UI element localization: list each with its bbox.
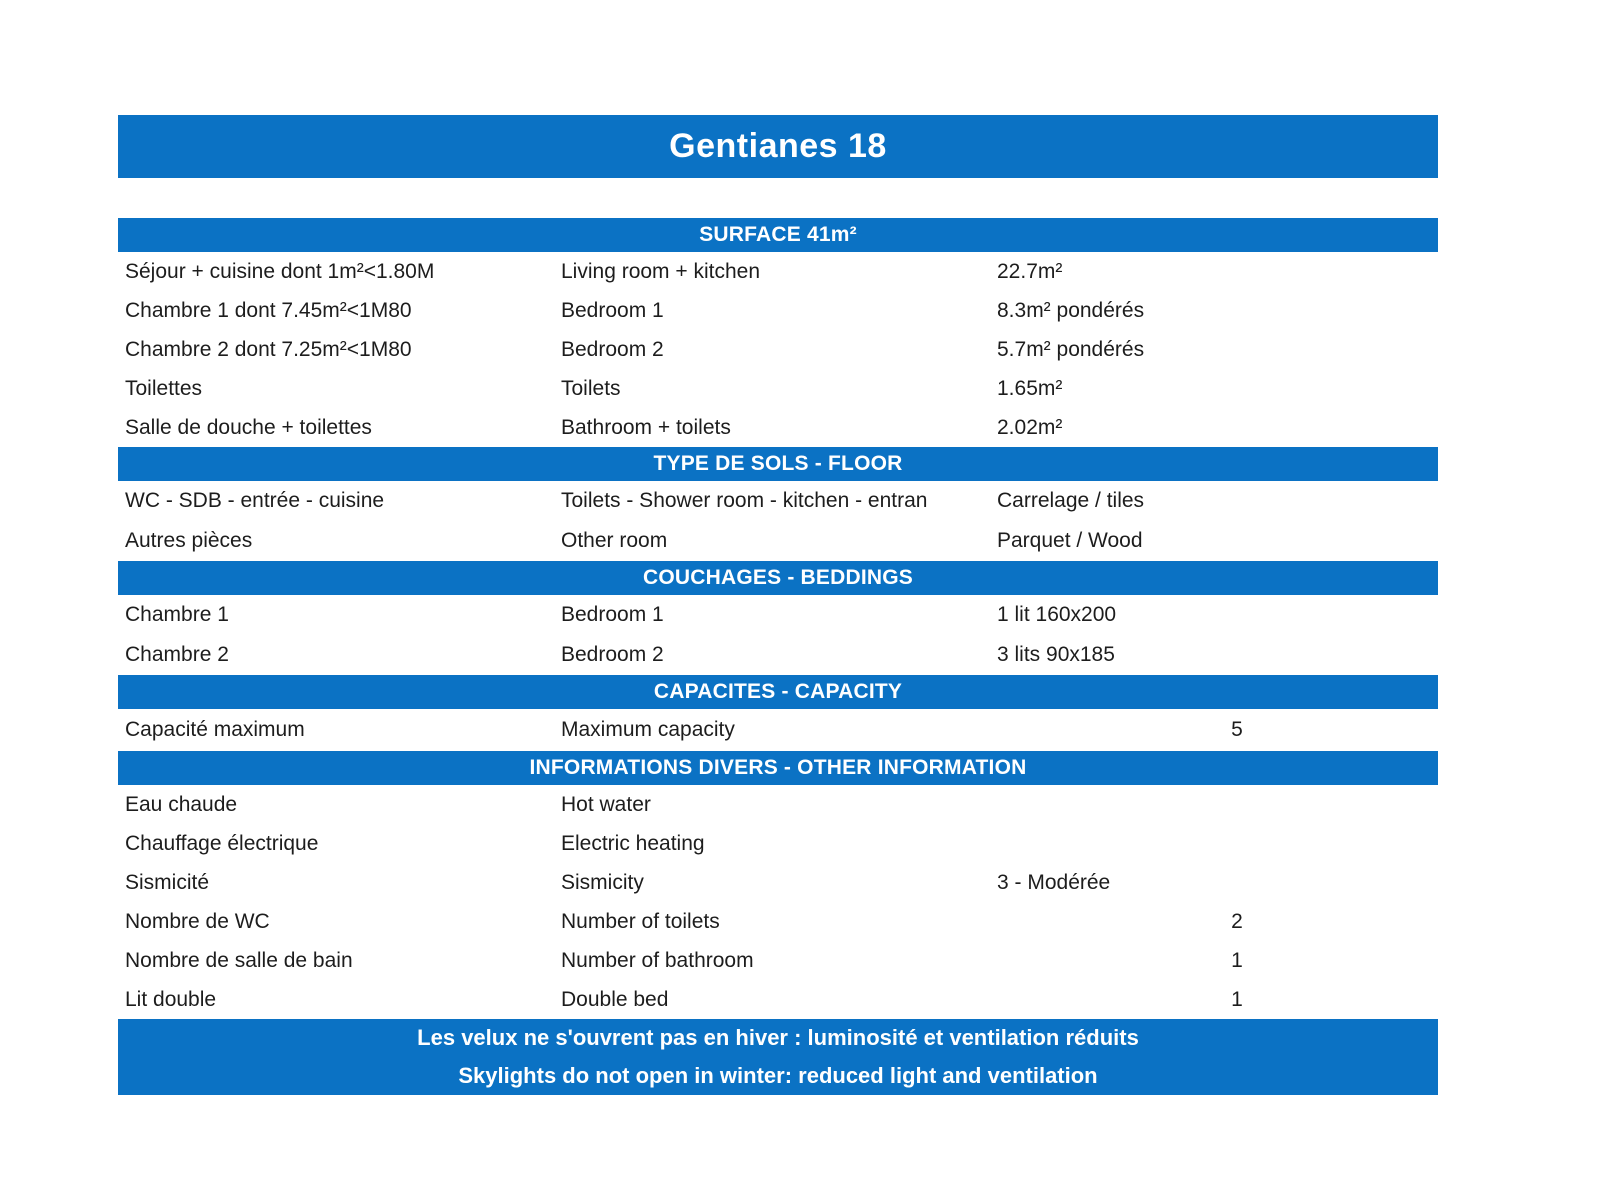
table-row — [118, 824, 1438, 863]
cell-label-fr: Nombre de salle de bain — [125, 948, 353, 972]
table-row — [118, 785, 1438, 824]
table-row — [118, 369, 1438, 408]
section-other-information — [118, 751, 1438, 1019]
cell-label-en: Electric heating — [561, 831, 705, 855]
cell-value: 3 - Modérée — [997, 870, 1111, 894]
cell-value: 8.3m² pondérés — [997, 298, 1145, 322]
cell-number: 5 — [1231, 718, 1243, 741]
cell-value: Carrelage / tiles — [997, 489, 1145, 512]
cell-value: 5.7m² pondérés — [997, 337, 1145, 361]
table-row — [118, 252, 1438, 291]
section-beddings — [118, 561, 1438, 675]
cell-label-fr: Chambre 1 dont 7.45m²<1M80 — [125, 298, 412, 322]
table-row — [118, 595, 1438, 635]
section-header-floor-types: TYPE DE SOLS - FLOOR — [118, 447, 1438, 481]
cell-label-en: Toilets - Shower room - kitchen - entran — [561, 489, 928, 512]
cell-label-en: Sismicity — [561, 870, 644, 894]
cell-label-en: Bathroom + toilets — [561, 415, 731, 439]
footer-note-banner — [118, 1019, 1438, 1095]
cell-label-fr: Chambre 1 — [125, 603, 229, 626]
cell-label-fr: Nombre de WC — [125, 909, 270, 933]
table-row — [118, 709, 1438, 751]
cell-label-fr: Chauffage électrique — [125, 831, 319, 855]
table-row — [118, 980, 1438, 1019]
cell-value: 22.7m² — [997, 259, 1063, 283]
section-header-capacity: CAPACITES - CAPACITY — [118, 675, 1438, 709]
cell-label-en: Bedroom 1 — [561, 298, 664, 322]
table-row — [118, 863, 1438, 902]
table-row — [118, 521, 1438, 561]
cell-label-en: Number of bathroom — [561, 948, 754, 972]
cell-number: 1 — [1231, 948, 1243, 972]
section-header-other-information: INFORMATIONS DIVERS - OTHER INFORMATION — [118, 751, 1438, 785]
cell-label-fr: Chambre 2 dont 7.25m²<1M80 — [125, 337, 412, 361]
table-row — [118, 330, 1438, 369]
cell-label-en: Other room — [561, 529, 668, 552]
section-surface — [118, 218, 1438, 447]
cell-label-en: Number of toilets — [561, 909, 720, 933]
table-row — [118, 941, 1438, 980]
section-capacity — [118, 675, 1438, 751]
cell-value: 1 lit 160x200 — [997, 603, 1117, 626]
cell-label-fr: Autres pièces — [125, 529, 253, 552]
property-fact-sheet — [118, 115, 1438, 1095]
footer-note-en: Skylights do not open in winter: reduced light and ventilation — [458, 1063, 1098, 1088]
cell-value: 2.02m² — [997, 415, 1063, 439]
cell-label-fr: Chambre 2 — [125, 643, 229, 666]
cell-number: 2 — [1231, 909, 1243, 933]
cell-value: Parquet / Wood — [997, 529, 1143, 552]
cell-label-fr: Lit double — [125, 987, 217, 1011]
cell-label-en: Bedroom 2 — [561, 643, 664, 666]
section-header-beddings: COUCHAGES - BEDDINGS — [118, 561, 1438, 595]
cell-label-en: Bedroom 2 — [561, 337, 664, 361]
cell-label-en: Living room + kitchen — [561, 259, 761, 283]
table-row — [118, 408, 1438, 447]
cell-label-fr: Salle de douche + toilettes — [125, 415, 372, 439]
cell-label-en: Toilets — [561, 376, 621, 400]
cell-label-fr: WC - SDB - entrée - cuisine — [125, 489, 385, 512]
section-floor-types — [118, 447, 1438, 561]
page-title: Gentianes 18 — [118, 115, 1438, 178]
table-row — [118, 481, 1438, 521]
cell-label-en: Double bed — [561, 987, 669, 1011]
cell-label-fr: Toilettes — [125, 376, 203, 400]
table-row — [118, 902, 1438, 941]
cell-number: 1 — [1231, 987, 1243, 1011]
cell-value: 1.65m² — [997, 376, 1063, 400]
cell-label-fr: Eau chaude — [125, 792, 238, 816]
cell-label-fr: Sismicité — [125, 870, 210, 894]
cell-label-fr: Séjour + cuisine dont 1m²<1.80M — [125, 259, 435, 283]
footer-note-fr: Les velux ne s'ouvrent pas en hiver : luminosité et ventilation réduits — [417, 1025, 1139, 1050]
table-row — [118, 635, 1438, 675]
cell-label-fr: Capacité maximum — [125, 718, 305, 741]
cell-label-en: Maximum capacity — [561, 718, 735, 741]
cell-label-en: Hot water — [561, 792, 651, 816]
section-header-surface: SURFACE 41m² — [118, 218, 1438, 252]
table-row — [118, 291, 1438, 330]
cell-value: 3 lits 90x185 — [997, 643, 1115, 666]
cell-label-en: Bedroom 1 — [561, 603, 664, 626]
